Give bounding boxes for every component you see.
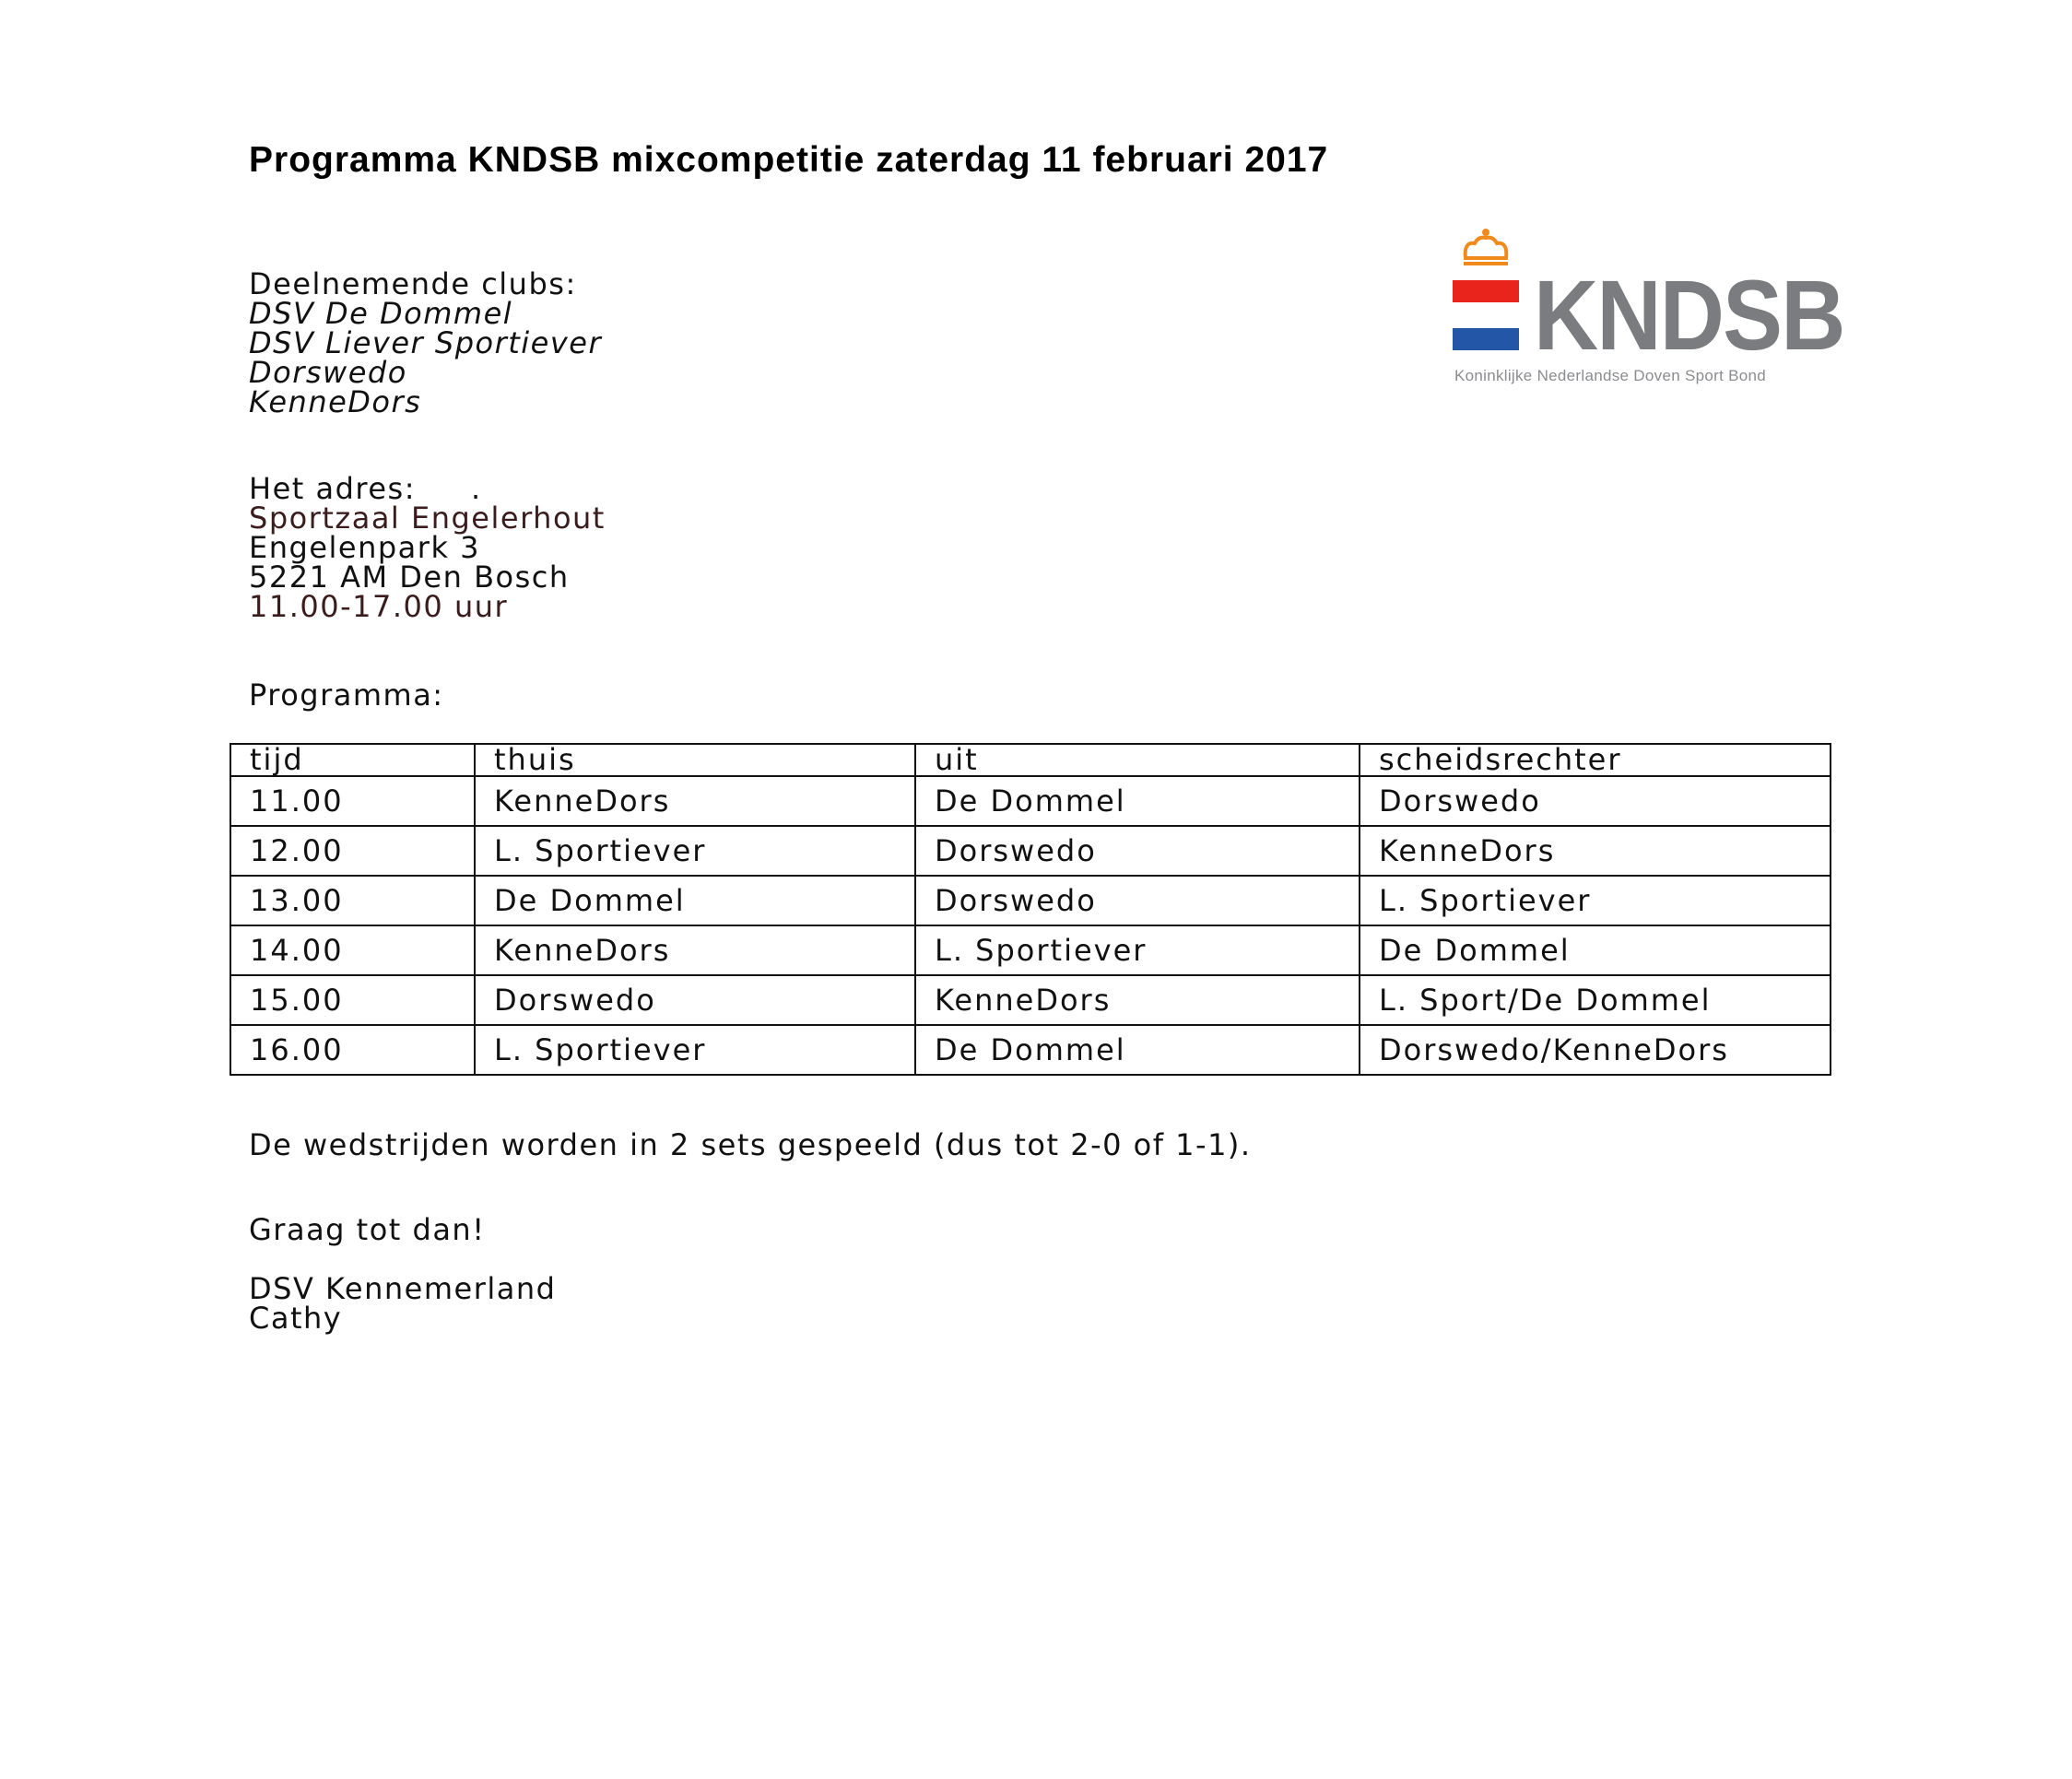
cell-home: Dorswedo [475, 975, 915, 1025]
club-item: DSV De Dommel [249, 296, 513, 331]
cell-time: 16.00 [230, 1025, 475, 1075]
match-note: De wedstrijden worden in 2 sets gespeeld (dus tot 2-0 of 1-1). [249, 1127, 1252, 1162]
table-row [230, 826, 1831, 876]
table-header-row [230, 744, 1831, 776]
table-row [230, 876, 1831, 925]
column-header-home: thuis [475, 744, 915, 776]
address-hours: 11.00-17.00 uur [249, 589, 509, 624]
cell-away: L. Sportiever [915, 925, 1360, 975]
address-label: Het adres: [249, 471, 416, 506]
table-row [230, 1025, 1831, 1075]
address-city: 5221 AM Den Bosch [249, 560, 570, 595]
cell-referee: L. Sportiever [1360, 876, 1831, 925]
program-label: Programma: [249, 677, 444, 713]
cell-away: De Dommel [915, 776, 1360, 826]
cell-away: De Dommel [915, 1025, 1360, 1075]
address-block [249, 471, 606, 624]
cell-referee: De Dommel [1360, 925, 1831, 975]
cell-time: 11.00 [230, 776, 475, 826]
cell-time: 14.00 [230, 925, 475, 975]
kndsb-logo [1451, 227, 1847, 393]
address-street: Engelenpark 3 [249, 530, 480, 565]
signature [249, 1271, 557, 1336]
cell-away: KenneDors [915, 975, 1360, 1025]
greeting: Graag tot dan! [249, 1212, 486, 1247]
schedule-table [230, 743, 1831, 1076]
column-header-referee: scheidsrechter [1360, 744, 1831, 776]
cell-referee: L. Sport/De Dommel [1360, 975, 1831, 1025]
address-marker: . [470, 471, 482, 506]
logo-subtitle: Koninklijke Nederlandse Doven Sport Bond [1454, 367, 1767, 384]
logo-wordmark: KNDSB [1534, 259, 1844, 371]
table-row [230, 776, 1831, 826]
cell-home: De Dommel [475, 876, 915, 925]
cell-referee: Dorswedo/KenneDors [1360, 1025, 1831, 1075]
club-item: KenneDors [249, 384, 422, 419]
signature-name: Cathy [249, 1301, 343, 1336]
cell-home: L. Sportiever [475, 826, 915, 876]
table-row [230, 925, 1831, 975]
document-title: Programma KNDSB mixcompetitie zaterdag 11 februari 2017 [249, 140, 1329, 180]
table-row [230, 975, 1831, 1025]
cell-away: Dorswedo [915, 876, 1360, 925]
cell-time: 13.00 [230, 876, 475, 925]
cell-home: L. Sportiever [475, 1025, 915, 1075]
signature-club: DSV Kennemerland [249, 1271, 557, 1306]
club-item: Dorswedo [249, 355, 407, 390]
club-item: DSV Liever Sportiever [249, 325, 603, 360]
cell-time: 15.00 [230, 975, 475, 1025]
column-header-away: uit [915, 744, 1360, 776]
cell-away: Dorswedo [915, 826, 1360, 876]
address-venue: Sportzaal Engelerhout [249, 501, 606, 536]
participating-clubs [249, 266, 603, 419]
clubs-label: Deelnemende clubs: [249, 266, 577, 301]
cell-home: KenneDors [475, 776, 915, 826]
column-header-time: tijd [230, 744, 475, 776]
cell-referee: Dorswedo [1360, 776, 1831, 826]
cell-home: KenneDors [475, 925, 915, 975]
cell-time: 12.00 [230, 826, 475, 876]
cell-referee: KenneDors [1360, 826, 1831, 876]
